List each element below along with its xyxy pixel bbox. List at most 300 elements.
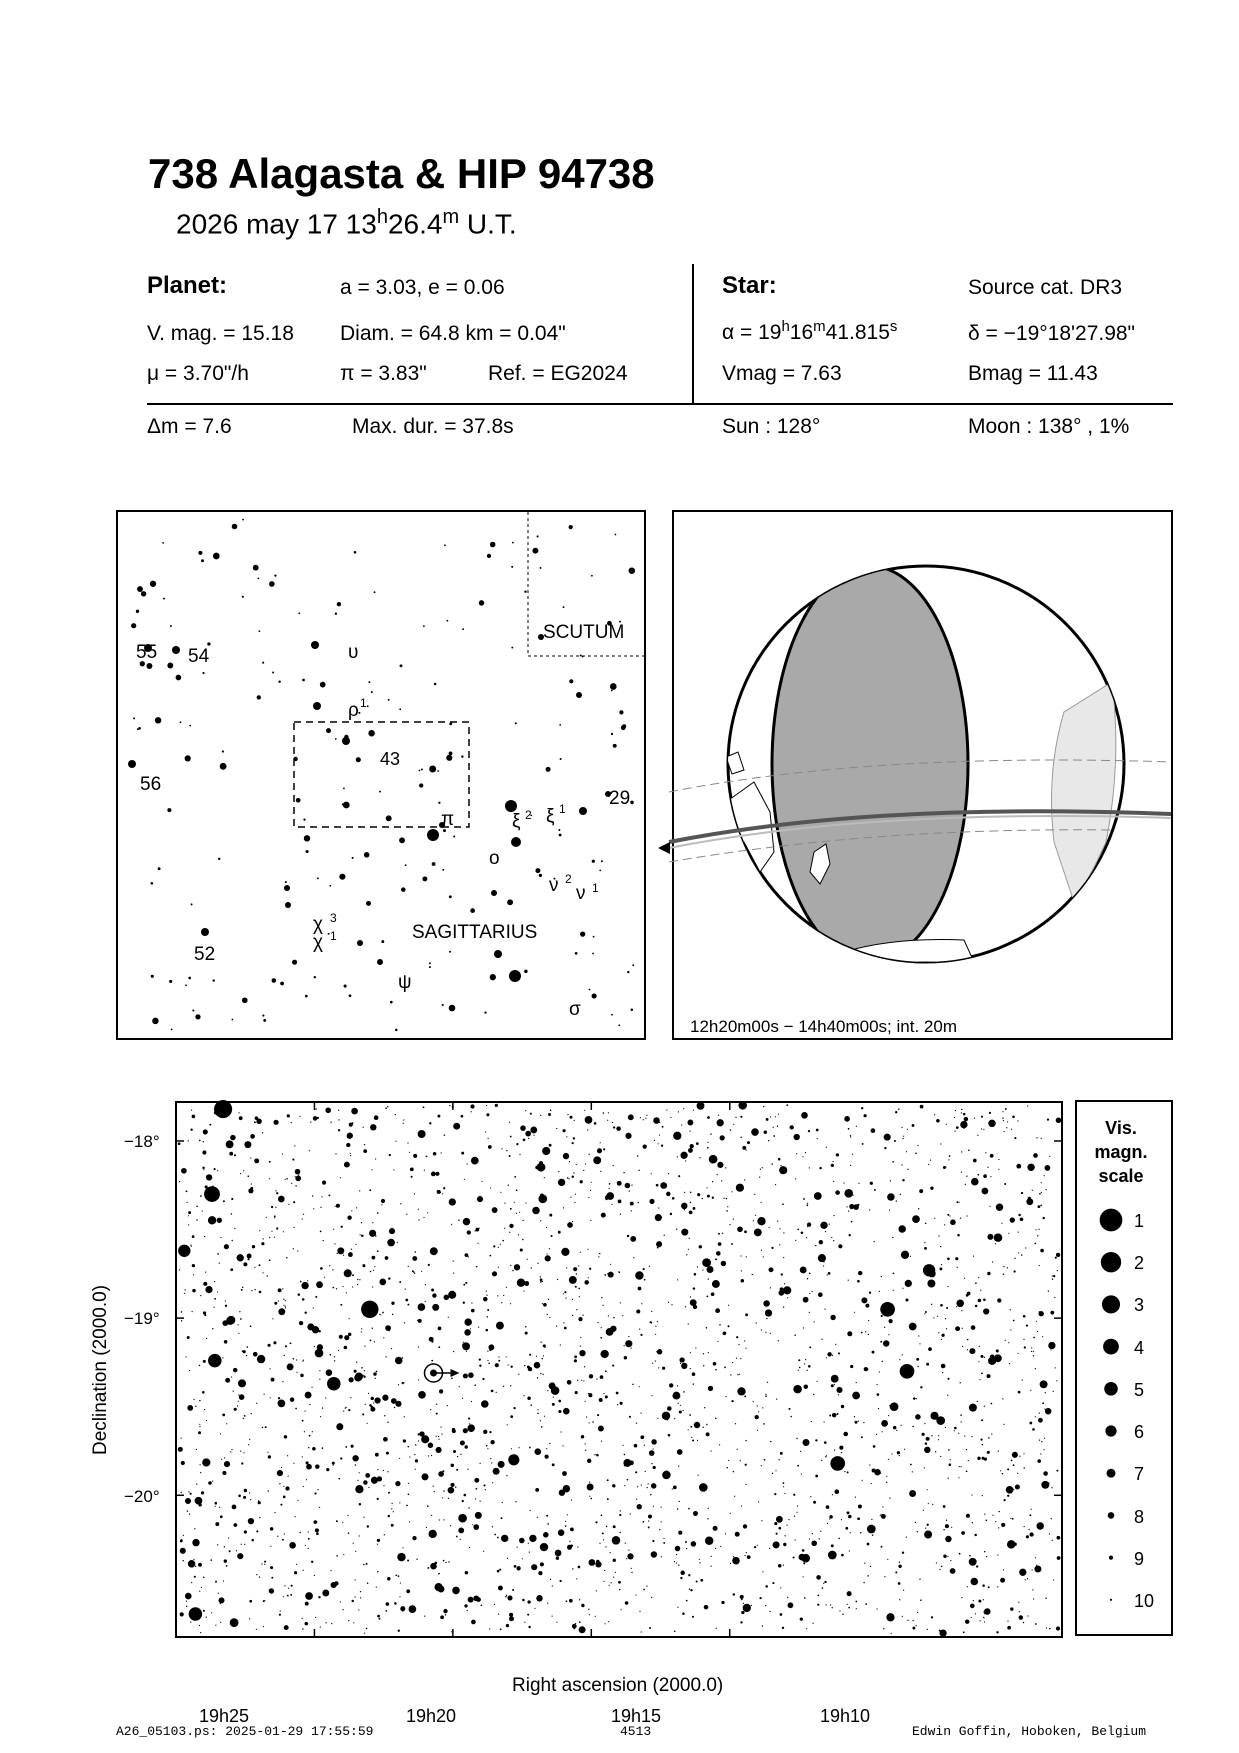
field-star bbox=[522, 1599, 525, 1602]
field-star bbox=[447, 1405, 448, 1406]
field-star bbox=[754, 1194, 755, 1195]
field-star bbox=[769, 1227, 770, 1228]
field-star bbox=[651, 1173, 652, 1174]
field-star bbox=[384, 1534, 385, 1535]
field-star bbox=[945, 1536, 951, 1542]
field-star bbox=[936, 1562, 937, 1563]
finder-star bbox=[335, 613, 337, 615]
field-star bbox=[215, 1522, 219, 1526]
field-star bbox=[941, 1334, 944, 1337]
field-star bbox=[231, 1376, 232, 1377]
finder-star bbox=[423, 625, 425, 627]
field-star bbox=[787, 1297, 788, 1298]
field-star bbox=[440, 1615, 444, 1619]
field-star bbox=[247, 1258, 249, 1260]
field-star bbox=[879, 1291, 880, 1292]
field-star bbox=[620, 1302, 621, 1303]
field-star bbox=[779, 1166, 787, 1174]
field-star bbox=[681, 1124, 682, 1125]
finder-star bbox=[399, 708, 401, 710]
field-star bbox=[989, 1112, 991, 1114]
field-star bbox=[727, 1206, 728, 1207]
field-star bbox=[377, 1476, 382, 1481]
field-star bbox=[877, 1384, 878, 1385]
field-star bbox=[861, 1297, 867, 1303]
field-star bbox=[703, 1427, 704, 1428]
field-star bbox=[191, 1582, 192, 1583]
field-star bbox=[796, 1438, 797, 1439]
field-star bbox=[460, 1539, 461, 1540]
field-star bbox=[649, 1627, 651, 1629]
field-star bbox=[943, 1505, 946, 1508]
field-star bbox=[755, 1415, 759, 1419]
finder-star bbox=[242, 997, 248, 1003]
field-star bbox=[186, 1356, 187, 1357]
field-star bbox=[762, 1167, 763, 1168]
field-star bbox=[938, 1332, 939, 1333]
field-star bbox=[1041, 1138, 1042, 1139]
field-star bbox=[200, 1295, 201, 1296]
field-star bbox=[741, 1255, 742, 1256]
field-star bbox=[841, 1405, 844, 1408]
field-star bbox=[974, 1117, 975, 1118]
field-star bbox=[941, 1339, 942, 1340]
field-star bbox=[200, 1472, 201, 1473]
field-star bbox=[689, 1131, 690, 1132]
field-star bbox=[259, 1576, 260, 1577]
field-star bbox=[356, 1207, 357, 1208]
field-star bbox=[418, 1346, 419, 1347]
field-star bbox=[783, 1286, 791, 1294]
field-star bbox=[203, 1311, 206, 1314]
planet-diameter: Diam. = 64.8 km = 0.04" bbox=[340, 322, 566, 345]
field-star bbox=[981, 1419, 983, 1421]
field-star bbox=[850, 1135, 851, 1136]
field-star bbox=[237, 1553, 243, 1559]
field-star bbox=[321, 1196, 322, 1197]
motion-arrow-icon bbox=[450, 1369, 459, 1377]
field-star bbox=[519, 1212, 520, 1213]
field-star bbox=[759, 1597, 761, 1599]
field-star bbox=[802, 1156, 803, 1157]
field-star bbox=[661, 1521, 662, 1522]
field-star bbox=[850, 1136, 851, 1137]
field-star bbox=[185, 1498, 191, 1504]
finder-star bbox=[201, 928, 209, 936]
field-star bbox=[271, 1206, 273, 1208]
field-star bbox=[347, 1216, 351, 1220]
field-star bbox=[329, 1354, 331, 1356]
field-star bbox=[1050, 1311, 1054, 1315]
field-star bbox=[398, 1630, 400, 1632]
field-star bbox=[797, 1505, 798, 1506]
field-star bbox=[703, 1353, 704, 1354]
field-star bbox=[649, 1450, 655, 1456]
field-star bbox=[924, 1242, 925, 1243]
legend-label: 2 bbox=[1134, 1253, 1145, 1273]
field-star bbox=[453, 1351, 454, 1352]
field-star bbox=[233, 1368, 237, 1372]
field-star bbox=[225, 1305, 227, 1307]
finder-star bbox=[367, 705, 369, 707]
field-star bbox=[558, 1179, 565, 1186]
field-star bbox=[620, 1532, 621, 1533]
field-star bbox=[399, 1281, 401, 1283]
finder-star bbox=[449, 895, 452, 898]
field-star bbox=[687, 1120, 693, 1126]
field-star bbox=[680, 1363, 681, 1364]
field-star bbox=[218, 1597, 224, 1603]
field-star bbox=[588, 1609, 589, 1610]
field-star bbox=[575, 1194, 576, 1195]
finder-star bbox=[560, 758, 562, 760]
field-star bbox=[376, 1587, 377, 1588]
field-star bbox=[968, 1149, 970, 1151]
field-star bbox=[543, 1532, 549, 1538]
field-star bbox=[983, 1129, 984, 1130]
finder-star bbox=[576, 692, 582, 698]
field-star bbox=[764, 1131, 767, 1134]
field-star bbox=[852, 1154, 853, 1155]
field-star bbox=[865, 1331, 866, 1332]
field-star bbox=[607, 1479, 609, 1481]
field-star bbox=[256, 1574, 257, 1575]
field-star bbox=[612, 1536, 621, 1545]
date-text: 2026 may 17 13 bbox=[176, 208, 377, 240]
field-star bbox=[215, 1625, 216, 1626]
x-tick-label: 19h25 bbox=[199, 1706, 250, 1726]
field-star bbox=[542, 1358, 543, 1359]
field-star bbox=[274, 1217, 275, 1218]
finder-star bbox=[395, 1029, 398, 1032]
field-star bbox=[181, 1461, 185, 1465]
field-star bbox=[189, 1370, 190, 1371]
field-star bbox=[552, 1616, 553, 1617]
field-star bbox=[426, 1527, 427, 1528]
field-star bbox=[186, 1190, 188, 1192]
field-star bbox=[284, 1625, 289, 1630]
field-star bbox=[195, 1566, 196, 1567]
field-star bbox=[322, 1407, 323, 1408]
star-label: π bbox=[441, 809, 455, 830]
field-star bbox=[226, 1140, 234, 1148]
field-star bbox=[474, 1384, 476, 1386]
field-star bbox=[464, 1329, 471, 1336]
field-star bbox=[976, 1565, 978, 1567]
field-star bbox=[706, 1424, 707, 1425]
field-star bbox=[540, 1373, 541, 1374]
field-star bbox=[780, 1587, 781, 1588]
field-star bbox=[215, 1581, 217, 1583]
field-star bbox=[667, 1406, 672, 1411]
field-star bbox=[437, 1115, 440, 1118]
field-star bbox=[1004, 1131, 1005, 1132]
field-star bbox=[243, 1496, 246, 1499]
field-star bbox=[292, 1159, 294, 1161]
field-star bbox=[973, 1159, 977, 1163]
field-star bbox=[641, 1631, 642, 1632]
field-star bbox=[774, 1522, 777, 1525]
field-star bbox=[1008, 1233, 1009, 1234]
field-star bbox=[795, 1539, 796, 1540]
field-star bbox=[325, 1397, 326, 1398]
field-star bbox=[919, 1189, 923, 1193]
field-star bbox=[363, 1564, 364, 1565]
field-star bbox=[261, 1564, 262, 1565]
field-star bbox=[959, 1382, 960, 1383]
field-star bbox=[718, 1115, 719, 1116]
field-star bbox=[956, 1306, 957, 1307]
field-star bbox=[244, 1415, 246, 1417]
finder-star bbox=[631, 1009, 634, 1012]
field-star bbox=[778, 1564, 782, 1568]
finder-star bbox=[461, 755, 463, 757]
field-star bbox=[214, 1281, 215, 1282]
field-star bbox=[528, 1367, 532, 1371]
field-star bbox=[689, 1589, 690, 1590]
field-star bbox=[984, 1613, 985, 1614]
finder-star bbox=[546, 767, 551, 772]
field-star bbox=[897, 1451, 900, 1454]
field-star bbox=[319, 1370, 320, 1371]
field-star bbox=[305, 1622, 309, 1626]
field-star bbox=[778, 1114, 779, 1115]
field-star bbox=[788, 1602, 794, 1608]
star-label: 3 bbox=[330, 911, 337, 925]
field-star bbox=[668, 1434, 671, 1437]
field-star bbox=[414, 1454, 415, 1455]
field-star bbox=[295, 1176, 296, 1177]
field-star bbox=[828, 1551, 837, 1560]
field-star bbox=[666, 1109, 667, 1110]
field-star bbox=[856, 1126, 857, 1127]
field-star bbox=[312, 1431, 313, 1432]
field-star bbox=[969, 1555, 971, 1557]
field-star bbox=[410, 1168, 414, 1172]
field-star bbox=[550, 1579, 551, 1580]
field-star bbox=[961, 1531, 965, 1535]
field-star bbox=[1032, 1589, 1033, 1590]
star-label: 55 bbox=[136, 642, 158, 663]
finder-star bbox=[379, 791, 381, 793]
field-star bbox=[961, 1310, 962, 1311]
field-star bbox=[191, 1109, 192, 1110]
field-star bbox=[981, 1116, 983, 1118]
field-star bbox=[597, 1322, 598, 1323]
field-star bbox=[819, 1167, 821, 1169]
field-star bbox=[537, 1263, 538, 1264]
legend-label: 10 bbox=[1134, 1591, 1155, 1611]
field-star bbox=[607, 1498, 609, 1500]
field-star bbox=[392, 1314, 393, 1315]
field-star bbox=[430, 1247, 438, 1255]
field-star bbox=[983, 1308, 989, 1314]
field-star bbox=[367, 1423, 368, 1424]
field-star bbox=[844, 1471, 845, 1472]
field-star bbox=[1052, 1278, 1053, 1279]
finder-star bbox=[377, 959, 383, 965]
field-star bbox=[431, 1172, 436, 1177]
field-star bbox=[1010, 1309, 1011, 1310]
field-star bbox=[294, 1571, 297, 1574]
field-star bbox=[468, 1507, 469, 1508]
field-star bbox=[600, 1171, 601, 1172]
field-star bbox=[807, 1226, 808, 1227]
field-star bbox=[483, 1484, 485, 1486]
finder-star bbox=[128, 760, 136, 768]
field-star bbox=[637, 1504, 642, 1509]
field-star bbox=[677, 1607, 678, 1608]
field-star bbox=[672, 1392, 680, 1400]
field-star bbox=[273, 1341, 276, 1344]
field-star bbox=[946, 1520, 947, 1521]
field-star bbox=[595, 1616, 596, 1617]
field-star bbox=[786, 1104, 788, 1106]
field-star bbox=[527, 1614, 529, 1616]
field-star bbox=[576, 1309, 577, 1310]
finder-star bbox=[302, 679, 305, 682]
field-star bbox=[784, 1283, 785, 1284]
field-star bbox=[704, 1605, 709, 1610]
field-star bbox=[638, 1170, 639, 1171]
field-star bbox=[765, 1395, 767, 1397]
field-star bbox=[573, 1172, 574, 1173]
field-star bbox=[383, 1485, 384, 1486]
field-star bbox=[861, 1436, 863, 1438]
field-star bbox=[501, 1148, 502, 1149]
field-star bbox=[256, 1629, 257, 1630]
field-star bbox=[540, 1278, 543, 1281]
field-star bbox=[630, 1347, 631, 1348]
ra-m-unit: m bbox=[813, 318, 826, 335]
field-star bbox=[806, 1237, 807, 1238]
field-star bbox=[1057, 1556, 1061, 1560]
field-star bbox=[858, 1183, 859, 1184]
finder-star bbox=[371, 691, 373, 693]
field-star bbox=[584, 1401, 585, 1402]
field-star bbox=[1040, 1204, 1042, 1206]
field-star bbox=[506, 1475, 507, 1476]
field-star bbox=[919, 1579, 920, 1580]
field-star bbox=[489, 1431, 491, 1433]
field-star bbox=[496, 1322, 504, 1330]
field-star bbox=[762, 1571, 763, 1572]
finder-star bbox=[462, 628, 464, 630]
field-star bbox=[1031, 1351, 1032, 1352]
field-star bbox=[1051, 1518, 1052, 1519]
field-star bbox=[306, 1464, 312, 1470]
field-star bbox=[343, 1255, 344, 1256]
field-star bbox=[385, 1107, 387, 1109]
field-star bbox=[565, 1525, 567, 1527]
field-star bbox=[224, 1324, 225, 1325]
field-star bbox=[254, 1267, 255, 1268]
field-star bbox=[596, 1560, 599, 1563]
field-star bbox=[308, 1548, 309, 1549]
field-star bbox=[653, 1117, 660, 1124]
field-star bbox=[702, 1198, 703, 1199]
field-star bbox=[718, 1233, 720, 1235]
field-star bbox=[1022, 1379, 1023, 1380]
finder-star bbox=[313, 702, 321, 710]
field-star bbox=[835, 1489, 840, 1494]
field-star bbox=[193, 1399, 194, 1400]
field-star bbox=[987, 1234, 993, 1240]
field-star bbox=[531, 1267, 532, 1268]
field-star bbox=[627, 1479, 629, 1481]
finder-star bbox=[388, 699, 390, 701]
field-star bbox=[794, 1134, 800, 1140]
field-star bbox=[966, 1514, 970, 1518]
legend-dot bbox=[1101, 1252, 1121, 1272]
field-star bbox=[385, 1610, 387, 1612]
field-star bbox=[298, 1293, 301, 1296]
field-star bbox=[845, 1527, 848, 1530]
field-star bbox=[498, 1586, 503, 1591]
field-star bbox=[1037, 1331, 1038, 1332]
field-star bbox=[441, 1152, 442, 1153]
field-star bbox=[753, 1401, 754, 1402]
field-star bbox=[486, 1105, 487, 1106]
field-star bbox=[190, 1622, 191, 1623]
field-star bbox=[795, 1240, 796, 1241]
field-star bbox=[831, 1375, 839, 1383]
bright-star bbox=[327, 1377, 341, 1391]
field-star bbox=[981, 1439, 983, 1441]
field-star bbox=[904, 1449, 905, 1450]
field-star bbox=[744, 1230, 747, 1233]
field-star bbox=[583, 1170, 584, 1171]
field-star bbox=[569, 1161, 570, 1162]
field-star bbox=[315, 1617, 316, 1618]
field-star bbox=[517, 1279, 525, 1287]
field-star bbox=[964, 1117, 968, 1121]
field-star bbox=[624, 1454, 626, 1456]
field-star bbox=[201, 1587, 202, 1588]
field-star bbox=[817, 1595, 819, 1597]
field-star bbox=[471, 1302, 472, 1303]
field-star bbox=[572, 1299, 573, 1300]
field-star bbox=[803, 1198, 805, 1200]
field-star bbox=[189, 1514, 190, 1515]
field-star bbox=[826, 1505, 830, 1509]
field-star bbox=[238, 1401, 239, 1402]
field-star bbox=[607, 1120, 608, 1121]
field-star bbox=[688, 1574, 690, 1576]
field-star bbox=[716, 1251, 721, 1256]
field-star bbox=[685, 1306, 686, 1307]
field-star bbox=[1031, 1347, 1032, 1348]
field-star bbox=[354, 1374, 362, 1382]
field-star bbox=[941, 1264, 942, 1265]
field-star bbox=[780, 1613, 783, 1616]
field-star bbox=[920, 1386, 922, 1388]
field-star bbox=[893, 1290, 894, 1291]
field-star bbox=[239, 1394, 245, 1400]
field-star bbox=[387, 1421, 388, 1422]
field-star bbox=[311, 1561, 313, 1563]
field-star bbox=[982, 1444, 983, 1445]
field-star bbox=[970, 1604, 975, 1609]
field-star bbox=[681, 1229, 688, 1236]
field-star bbox=[567, 1114, 568, 1115]
field-star bbox=[653, 1506, 654, 1507]
field-star bbox=[735, 1532, 740, 1537]
field-star bbox=[1046, 1189, 1047, 1190]
field-star bbox=[643, 1268, 645, 1270]
field-star bbox=[977, 1135, 978, 1136]
field-star bbox=[833, 1215, 834, 1216]
